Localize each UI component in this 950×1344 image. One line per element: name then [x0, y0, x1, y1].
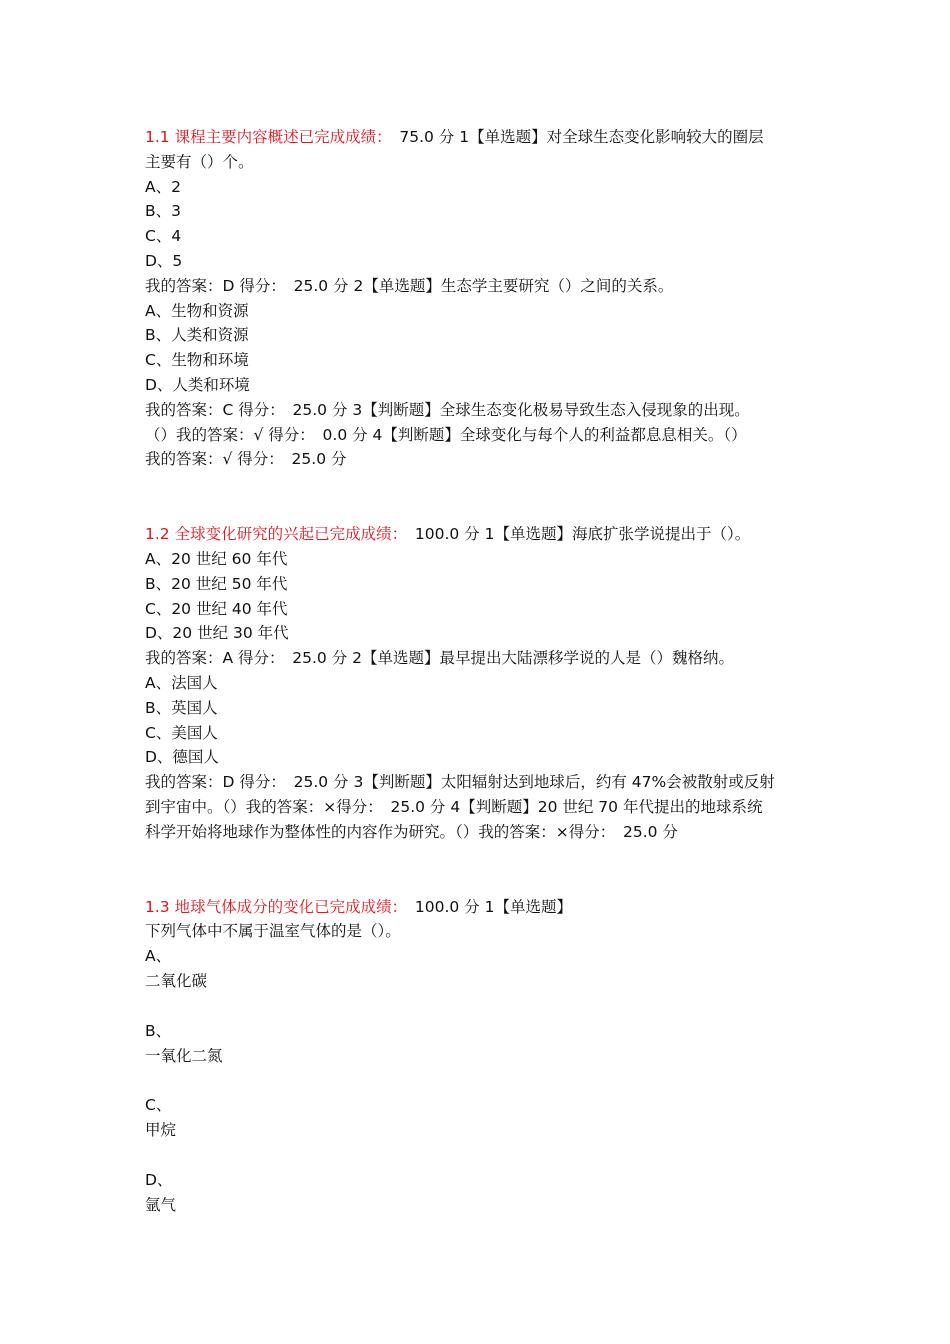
option-b-label: B、 — [145, 1021, 172, 1040]
answer-line: 科学开始将地球作为整体性的内容作为研究。（）我的答案：×得分： 25.0 分 — [145, 822, 678, 841]
option-spacer — [145, 994, 815, 1019]
option-a: A、生物和资源 — [145, 301, 249, 320]
answer-line: 我的答案：A 得分： 25.0 分 2【单选题】最早提出大陆漂移学说的人是（）魏格纳。 — [145, 649, 735, 668]
answer-line: （）我的答案：√ 得分： 0.0 分 4【判断题】全球变化与每个人的利益都息息相关。（） — [145, 425, 747, 444]
option-b: B、20 世纪 50 年代 — [145, 574, 288, 593]
option-c: C、美国人 — [145, 723, 218, 742]
document-page — [145, 125, 815, 1217]
answer-line: 我的答案：√ 得分： 25.0 分 — [145, 450, 347, 469]
option-c-text: 甲烷 — [145, 1121, 177, 1140]
option-b-text: 一氧化二氮 — [145, 1046, 223, 1065]
answer-line: 我的答案：D 得分： 25.0 分 3【判断题】太阳辐射达到地球后，约有 47%会被散射或反射 — [145, 773, 775, 792]
question-text: 100.0 分 1【单选题】海底扩张学说提出于（）。 — [414, 525, 751, 544]
option-c-label: C、 — [145, 1096, 172, 1115]
section-heading: 1.2 全球变化研究的兴起已完成成绩： — [145, 525, 400, 544]
option-d: D、20 世纪 30 年代 — [145, 624, 289, 643]
answer-line: 我的答案：D 得分： 25.0 分 2【单选题】生态学主要研究（）之间的关系。 — [145, 276, 674, 295]
option-d: D、人类和环境 — [145, 375, 250, 394]
section-heading-line — [145, 522, 815, 547]
option-c: C、4 — [145, 227, 182, 246]
option-a-label: A、 — [145, 947, 172, 966]
question-text: 100.0 分 1【单选题】 — [414, 897, 572, 916]
option-spacer — [145, 1068, 815, 1093]
answer-line: 我的答案：C 得分： 25.0 分 3【判断题】全球生态变化极易导致生态入侵现象的出现。 — [145, 400, 750, 419]
option-d-label: D、 — [145, 1170, 173, 1189]
option-b: B、人类和资源 — [145, 326, 249, 345]
question-text: 下列气体中不属于温室气体的是（）。 — [145, 922, 401, 941]
option-b: B、英国人 — [145, 698, 218, 717]
answer-line: 到宇宙中。（）我的答案：×得分： 25.0 分 4【判断题】20 世纪 70 年代提出的地球系统 — [145, 797, 763, 816]
option-a-text: 二氧化碳 — [145, 971, 208, 990]
question-text: 主要有（）个。 — [145, 152, 254, 171]
option-d: D、5 — [145, 251, 183, 270]
section-heading-line — [145, 125, 815, 150]
option-c: C、20 世纪 40 年代 — [145, 599, 288, 618]
option-a: A、20 世纪 60 年代 — [145, 549, 288, 568]
section-heading: 1.1 课程主要内容概述已完成成绩： — [145, 128, 384, 146]
section-heading: 1.3 地球气体成分的变化已完成成绩： — [145, 897, 400, 916]
section-1-3 — [145, 895, 815, 1218]
option-d: D、德国人 — [145, 748, 219, 767]
option-b: B、3 — [145, 202, 181, 221]
section-1-2 — [145, 522, 815, 844]
section-spacer — [145, 845, 815, 895]
option-a: A、法国人 — [145, 673, 218, 692]
section-spacer — [145, 472, 815, 522]
section-heading-line — [145, 895, 815, 920]
section-1-1 — [145, 125, 815, 472]
option-a: A、2 — [145, 177, 181, 196]
option-c: C、生物和环境 — [145, 351, 249, 370]
option-spacer — [145, 1143, 815, 1168]
option-d-text: 氩气 — [145, 1195, 177, 1214]
question-text: 75.0 分 1【单选题】对全球生态变化影响较大的圈层 — [399, 128, 764, 146]
